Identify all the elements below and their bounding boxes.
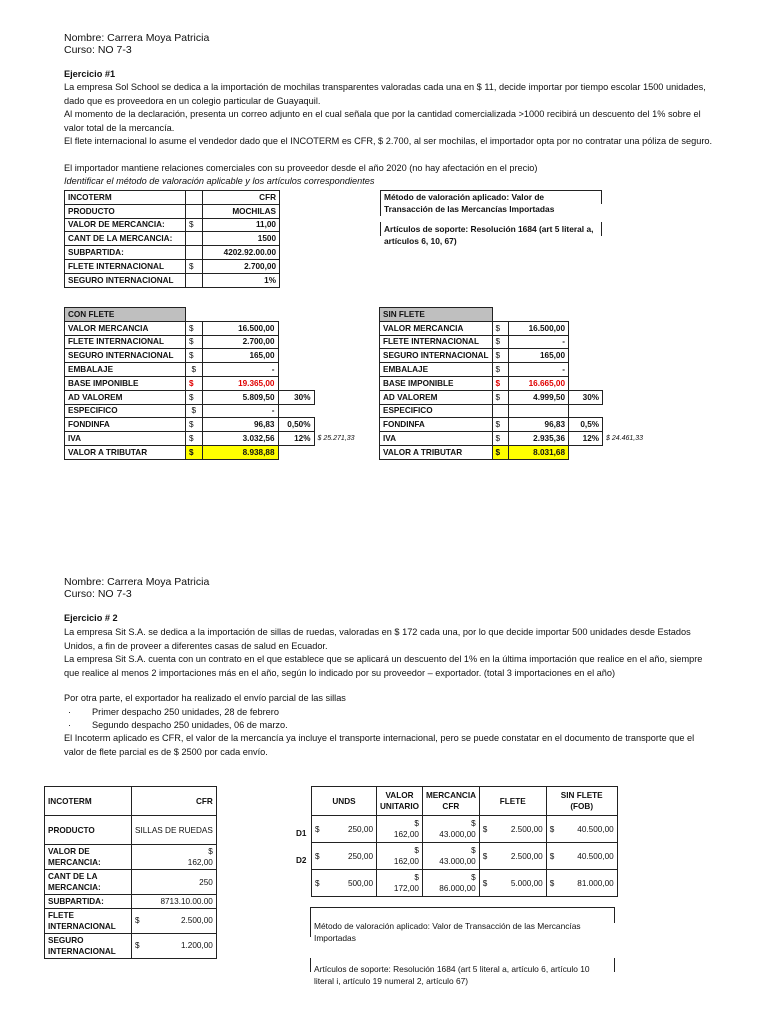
info-value: 2.500,00 <box>180 916 213 926</box>
row-value: - <box>202 404 278 418</box>
currency-symbol: $ <box>492 321 509 335</box>
info-label: VALOR DE MERCANCIA: <box>45 845 132 870</box>
iva-base-note: $ 25.271,33 <box>317 435 355 443</box>
row-value: 165,00 <box>509 349 569 363</box>
table-row <box>380 308 647 322</box>
row-label: AD VALOREM <box>380 390 493 404</box>
table-row: $ 500,00 $ 172,00 $ 86.000,00 $ 5.000,00 $ 81.000,00 <box>312 870 618 897</box>
row-label: EMBALAJE <box>65 363 186 377</box>
column-header: FLETE <box>479 787 546 816</box>
exercise-paragraph: La empresa Sit S.A. se dedica a la importación de sillas de ruedas, valoradas en $ 172 cada una, por lo que decide importar 500 unidades desde Estados Unidos, a fin de proveer a diferentes casas de salud en Ecuador. <box>64 627 691 651</box>
exercise-instruction: Identificar el método de valoración aplicable y los artículos correspondientes <box>64 176 375 186</box>
table-row <box>65 232 280 246</box>
column-header: SIN FLETE (FOB) <box>546 787 617 816</box>
row-label: FLETE INTERNACIONAL <box>380 335 493 349</box>
row-label: VALOR MERCANCIA <box>380 321 493 335</box>
exercise-paragraph: Al momento de la declaración, presenta un correo adjunto en el cual señala que por la cantidad comercializada >1000 recibirá un descuento del 1% sobre el valor total de la mercancía. <box>64 109 701 133</box>
currency-symbol: $ <box>186 404 203 418</box>
row-label: FONDINFA <box>65 418 186 432</box>
currency-symbol: $ <box>186 445 203 459</box>
row-label: VALOR A TRIBUTAR <box>65 445 186 459</box>
currency-symbol: $ <box>186 390 203 404</box>
student-name: Nombre: Carrera Moya Patricia <box>64 32 210 44</box>
table-row <box>65 335 358 349</box>
ex1-info-table <box>64 190 280 288</box>
currency-symbol: $ <box>186 363 203 377</box>
info-label: CANT DE LA MERCANCIA: <box>65 232 186 246</box>
bullet-mark: · <box>68 720 72 730</box>
table-row <box>380 390 647 404</box>
divider <box>310 958 311 972</box>
row-label: SEGURO INTERNACIONAL <box>65 349 186 363</box>
table-row <box>45 787 217 816</box>
table-row <box>65 246 280 260</box>
cell-flete: 5.000,00 <box>510 878 543 888</box>
info-label: CANT DE LA MERCANCIA: <box>45 870 132 895</box>
row-value: - <box>509 363 569 377</box>
course-label: Curso: NO 7-3 <box>64 44 132 56</box>
valuation-method: Método de valoración aplicado: Valor de Transacción de las Mercancías Importadas <box>384 192 555 214</box>
shipments-table <box>311 786 618 897</box>
row-value: 2.935,36 <box>509 432 569 446</box>
currency-symbol: $ <box>186 349 203 363</box>
table-row <box>45 895 217 909</box>
student-name: Nombre: Carrera Moya Patricia <box>64 576 210 588</box>
currency-symbol: $ <box>208 847 213 856</box>
info-label: SUBPARTIDA: <box>65 246 186 260</box>
currency-symbol: $ <box>186 418 203 432</box>
table-row <box>380 363 647 377</box>
row-label: EMBALAJE <box>380 363 493 377</box>
rate: 0,50% <box>278 418 314 432</box>
table-row <box>45 870 217 895</box>
iva-base-note: $ 24.461,33 <box>606 435 644 443</box>
table-row <box>65 308 358 322</box>
info-value: MOCHILAS <box>203 204 280 218</box>
table-row <box>65 418 358 432</box>
table-row <box>380 335 647 349</box>
row-value: 4.999,50 <box>509 390 569 404</box>
cell-unit-value: 172,00 <box>393 884 419 893</box>
row-label: IVA <box>380 432 493 446</box>
table-row <box>45 933 217 958</box>
table-title: CON FLETE <box>65 308 186 322</box>
exercise-paragraph: El Incoterm aplicado es CFR, el valor de la mercancía ya incluye el transporte internacional, pero se puede constatar en el documento de transporte que el valor de flete parcial es de $ 2500 por cada envío. <box>64 733 695 757</box>
info-value: 8713.10.00.00 <box>132 895 217 909</box>
divider <box>310 907 311 937</box>
list-item: Segundo despacho 250 unidades, 06 de marzo. <box>92 720 288 730</box>
divider <box>310 907 615 908</box>
info-label: SEGURO INTERNACIONAL <box>45 933 132 958</box>
info-label: VALOR DE MERCANCIA: <box>65 218 186 232</box>
table-row <box>65 204 280 218</box>
info-label: SEGURO INTERNACIONAL <box>65 273 186 287</box>
cell-cfr: 43.000,00 <box>439 830 476 839</box>
list-item: Primer despacho 250 unidades, 28 de febrero <box>92 707 279 717</box>
cell-fob: 40.500,00 <box>577 824 614 834</box>
row-tag: D2 <box>296 856 307 865</box>
table-row <box>65 321 358 335</box>
cell-unit-value: 162,00 <box>393 857 419 866</box>
currency-symbol: $ <box>492 363 509 377</box>
divider <box>380 222 381 236</box>
rate: 12% <box>569 432 603 446</box>
row-label: BASE IMPONIBLE <box>65 376 186 390</box>
support-articles: Artículos de soporte: Resolución 1684 (art 5 literal a, artículos 6, 10, 67) <box>384 224 594 246</box>
table-row <box>45 908 217 933</box>
row-label: AD VALOREM <box>65 390 186 404</box>
info-value: 1500 <box>203 232 280 246</box>
total-value: 8.938,88 <box>202 445 278 459</box>
table-row <box>65 445 358 459</box>
exercise-paragraph: Por otra parte, el exportador ha realizado el envío parcial de las sillas <box>64 693 346 703</box>
currency-symbol: $ <box>186 218 203 232</box>
row-value: 16.500,00 <box>202 321 278 335</box>
divider <box>601 222 602 236</box>
info-label: FLETE INTERNACIONAL <box>45 908 132 933</box>
currency-symbol: $ <box>492 445 509 459</box>
table-row <box>312 787 618 816</box>
table-row <box>380 321 647 335</box>
currency-symbol: $ <box>492 376 509 390</box>
info-label: INCOTERM <box>45 787 132 816</box>
row-value: 96,83 <box>509 418 569 432</box>
table-row: $ 250,00 $ 162,00 $ 43.000,00 $ 2.500,00 $ 40.500,00 <box>312 816 618 843</box>
currency-symbol: $ <box>492 390 509 404</box>
info-label: PRODUCTO <box>65 204 186 218</box>
row-label: VALOR A TRIBUTAR <box>380 445 493 459</box>
support-articles: Artículos de soporte: Resolución 1684 (art 5 literal a, artículo 6, artículo 10 literal i, artículo 19 numeral 2, artículo 67) <box>314 964 590 986</box>
con-flete-table <box>64 307 358 460</box>
table-row <box>45 816 217 845</box>
cell-flete: 2.500,00 <box>510 824 543 834</box>
base-imponible-value: 19.365,00 <box>202 376 278 390</box>
table-row <box>65 363 358 377</box>
table-row <box>380 445 647 459</box>
cell-fob: 40.500,00 <box>577 851 614 861</box>
currency-symbol: $ <box>186 321 203 335</box>
info-label: SUBPARTIDA: <box>45 895 132 909</box>
info-value: 1% <box>203 273 280 287</box>
info-value: 2.700,00 <box>203 259 280 273</box>
divider <box>614 958 615 972</box>
ex2-info-table <box>44 786 217 959</box>
base-imponible-value: 16.665,00 <box>509 376 569 390</box>
row-label: BASE IMPONIBLE <box>380 376 493 390</box>
exercise-title: Ejercicio #1 <box>64 69 116 79</box>
row-label: FLETE INTERNACIONAL <box>65 335 186 349</box>
column-header: VALOR UNITARIO <box>377 787 423 816</box>
rate: 30% <box>569 390 603 404</box>
cell-cfr: 43.000,00 <box>439 857 476 866</box>
exercise-paragraph: El importador mantiene relaciones comerciales con su proveedor desde el año 2020 (no hay afectación en el precio) <box>64 163 538 173</box>
info-value: SILLAS DE RUEDAS <box>132 816 217 845</box>
table-row <box>65 273 280 287</box>
cell-unds: 250,00 <box>347 851 373 861</box>
currency-symbol: $ <box>186 432 203 446</box>
row-label: ESPECIFICO <box>65 404 186 418</box>
table-row <box>65 404 358 418</box>
row-label: ESPECIFICO <box>380 404 493 418</box>
cell-fob: 81.000,00 <box>577 878 614 888</box>
table-row <box>65 349 358 363</box>
table-row <box>380 349 647 363</box>
table-row <box>65 259 280 273</box>
rate: 30% <box>278 390 314 404</box>
currency-symbol: $ <box>135 916 140 926</box>
table-row <box>65 218 280 232</box>
currency-symbol: $ <box>186 376 203 390</box>
info-label: FLETE INTERNACIONAL <box>65 259 186 273</box>
total-value: 8.031,68 <box>509 445 569 459</box>
exercise-title: Ejercicio # 2 <box>64 613 118 623</box>
table-row <box>65 390 358 404</box>
divider <box>614 907 615 923</box>
bullet-mark: · <box>68 707 72 717</box>
column-header: UNDS <box>312 787 377 816</box>
currency-symbol: $ <box>135 941 140 951</box>
table-row <box>380 418 647 432</box>
row-label: IVA <box>65 432 186 446</box>
exercise-paragraph: El flete internacional lo asume el vendedor dado que el INCOTERM es CFR, $ 2.700, al ser mochilas, el importador opta por no contratar una póliza de seguro. <box>64 136 713 146</box>
row-label: SEGURO INTERNACIONAL <box>380 349 493 363</box>
cell-flete: 2.500,00 <box>510 851 543 861</box>
row-label: FONDINFA <box>380 418 493 432</box>
cell-unds: 500,00 <box>347 878 373 888</box>
currency-symbol: $ <box>186 335 203 349</box>
info-value: CFR <box>203 191 280 205</box>
row-value: 165,00 <box>202 349 278 363</box>
row-label: VALOR MERCANCIA <box>65 321 186 335</box>
cell-unds: 250,00 <box>347 824 373 834</box>
currency-symbol: $ <box>492 349 509 363</box>
table-row <box>45 845 217 870</box>
row-value: 16.500,00 <box>509 321 569 335</box>
cell-unit-value: 162,00 <box>393 830 419 839</box>
valuation-method: Método de valoración aplicado: Valor de Transacción de las Mercancías Importadas <box>314 921 581 943</box>
table-row: $ 250,00 $ 162,00 $ 43.000,00 $ 2.500,00 $ 40.500,00 <box>312 843 618 870</box>
divider <box>380 190 602 191</box>
info-label: INCOTERM <box>65 191 186 205</box>
currency-symbol: $ <box>492 335 509 349</box>
info-label: PRODUCTO <box>45 816 132 845</box>
row-value: 2.700,00 <box>202 335 278 349</box>
info-value: CFR <box>132 787 217 816</box>
table-row <box>380 404 647 418</box>
info-value: 1.200,00 <box>180 941 213 951</box>
rate: 12% <box>278 432 314 446</box>
sin-flete-table <box>379 307 647 460</box>
row-value: - <box>509 335 569 349</box>
currency-symbol: $ <box>186 259 203 273</box>
column-header: MERCANCIA CFR <box>422 787 479 816</box>
row-value: 96,83 <box>202 418 278 432</box>
divider <box>601 190 602 204</box>
table-row <box>65 376 358 390</box>
row-tag: D1 <box>296 829 307 838</box>
info-value: 4202.92.00.00 <box>203 246 280 260</box>
row-value: - <box>202 363 278 377</box>
rate: 0,5% <box>569 418 603 432</box>
currency-symbol: $ <box>492 418 509 432</box>
info-value: 162,00 <box>187 858 213 867</box>
row-value: 3.032,56 <box>202 432 278 446</box>
info-value: 250 <box>132 870 217 895</box>
cell-cfr: 86.000,00 <box>439 884 476 893</box>
info-value: 11,00 <box>203 218 280 232</box>
exercise-paragraph: La empresa Sol School se dedica a la importación de mochilas transparentes valoradas cada una en $ 11, decide importar por tiempo escolar 1500 unidades, dado que es proveedora en un colegio particular de Guayaquil. <box>64 82 706 106</box>
row-value: 5.809,50 <box>202 390 278 404</box>
divider <box>380 190 381 216</box>
currency-symbol: $ <box>492 432 509 446</box>
table-row <box>65 432 358 446</box>
table-row <box>380 432 647 446</box>
course-label: Curso: NO 7-3 <box>64 588 132 600</box>
table-title: SIN FLETE <box>380 308 493 322</box>
table-row <box>65 191 280 205</box>
exercise-paragraph: La empresa Sit S.A. cuenta con un contrato en el que establece que se aplicará un descuento del 1% en la última importación que realice en el año, siempre que realice al menos 2 importaciones más en el año, según lo indicado por su proveedor – exportador. (total 3 importaciones en el año) <box>64 654 703 678</box>
table-row <box>380 376 647 390</box>
